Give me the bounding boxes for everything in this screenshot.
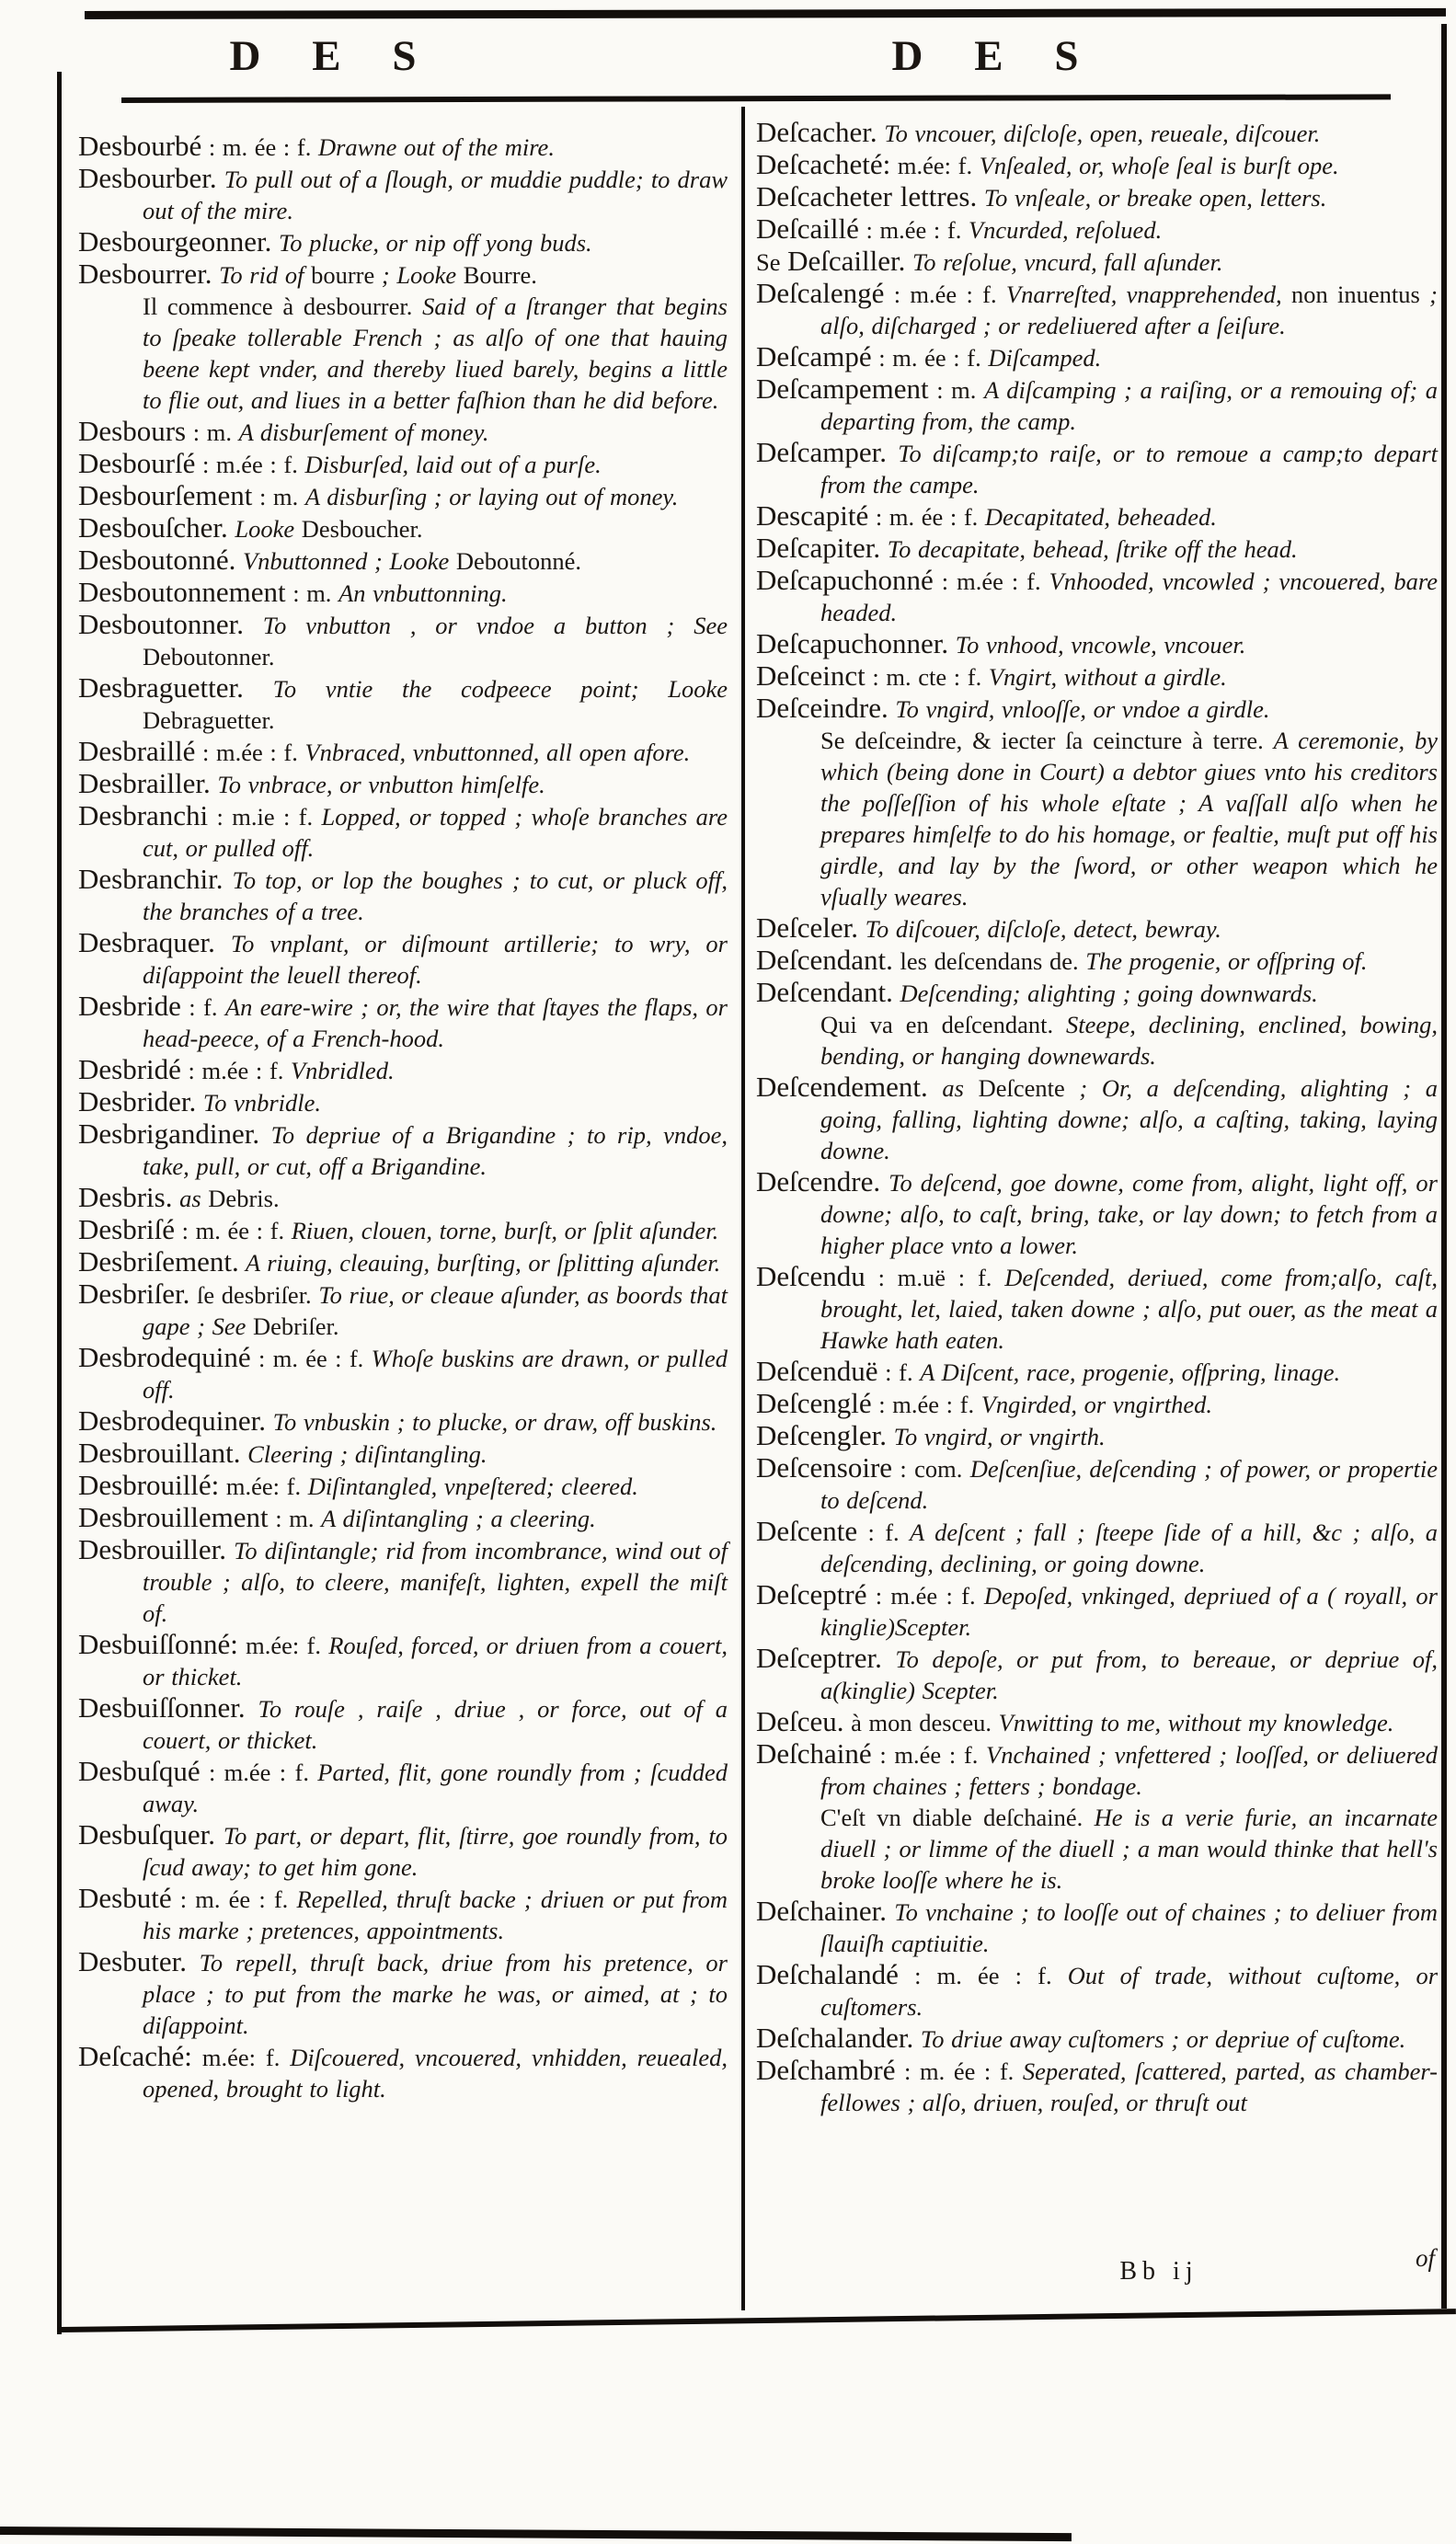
dictionary-entry bbox=[756, 1166, 1438, 1261]
entry-roman-text: à mon desceu. bbox=[843, 1709, 999, 1736]
dictionary-entry bbox=[78, 1819, 728, 1883]
entry-headword: Deſcendement. bbox=[756, 1071, 928, 1103]
entry-gloss: Cleering ; diſintangling. bbox=[240, 1440, 487, 1468]
entry-gloss: To vnbrace, or vnbutton himſelfe. bbox=[210, 771, 545, 798]
dictionary-entry bbox=[756, 181, 1438, 213]
entry-headword: Deſcendre. bbox=[756, 1165, 881, 1198]
entry-headword: Deſcacheté: bbox=[756, 148, 891, 180]
entry-gloss: To vngird, or vngirth. bbox=[887, 1423, 1106, 1450]
dictionary-entry bbox=[756, 912, 1438, 945]
dictionary-subentry bbox=[756, 1009, 1438, 1071]
entry-gloss: To vnbridle. bbox=[196, 1089, 322, 1117]
dictionary-entry bbox=[78, 1946, 728, 2041]
entry-gloss: The progenie, or ofſpring of. bbox=[1085, 947, 1368, 975]
entry-headword: Deſcensoire bbox=[756, 1451, 893, 1484]
entry-gloss: An vnbuttonning. bbox=[338, 579, 508, 607]
entry-roman-text: : m. ée : f. bbox=[868, 503, 985, 531]
dictionary-entry bbox=[756, 1579, 1438, 1643]
entry-gloss: Said of a ſtranger that begins to ſpeake tollerable French ; as alſo of one that hauing beene kept vnder, and thereby liued barely, begins a little to flie out, and liues in a better faſhion than he did before. bbox=[143, 292, 728, 414]
entry-roman-text: m.ée: f. bbox=[890, 152, 980, 179]
dictionary-entry bbox=[78, 448, 728, 480]
signature-mark: Bb ij bbox=[1119, 2257, 1198, 2286]
entry-roman-text: Il commence à desbourrer. bbox=[143, 292, 423, 320]
dictionary-entry bbox=[78, 480, 728, 512]
dictionary-entry bbox=[756, 1643, 1438, 1706]
dictionary-entry bbox=[756, 2023, 1438, 2055]
entry-gloss: To depoſe, or put from, to bereaue, or depriue of, a(kinglie) Scepter. bbox=[820, 1645, 1438, 1704]
entry-roman-text: Deboutonné. bbox=[455, 547, 582, 575]
dictionary-entry bbox=[78, 768, 728, 800]
entry-headword: Desbriſé bbox=[78, 1213, 176, 1245]
entry-roman-text: : f. bbox=[180, 993, 225, 1021]
entry-headword: Desboutonnement bbox=[78, 576, 286, 608]
entry-gloss: Out of trade, without cuſtome, or cuſtomers. bbox=[820, 1962, 1439, 2021]
entry-gloss: ; Looke bbox=[374, 261, 464, 289]
dictionary-entry bbox=[78, 864, 728, 927]
entry-gloss: Rouſed, forced, or driuen from a couert, or thicket. bbox=[143, 1632, 728, 1690]
entry-gloss: Disburſed, laid out of a purſe. bbox=[304, 451, 602, 478]
entry-headword: Deſcapuchonner. bbox=[756, 627, 949, 659]
dictionary-entry bbox=[756, 373, 1438, 437]
entry-gloss: To deſcend, goe downe, come from, alight, light off, or downe; alſo, to caſt, bring, take, or lay down; to fetch from a higher place vnto a lower. bbox=[820, 1169, 1438, 1259]
entry-headword: Desbourber. bbox=[78, 162, 217, 194]
entry-headword: Desbrodequiner. bbox=[78, 1404, 267, 1437]
dictionary-entry bbox=[756, 278, 1438, 341]
entry-gloss: Vnbraced, vnbuttonned, all open afore. bbox=[304, 739, 691, 766]
dictionary-entry bbox=[756, 565, 1438, 628]
entry-headword: Desbrouiller. bbox=[78, 1533, 226, 1565]
entry-headword: Desbrailler. bbox=[78, 767, 211, 799]
dictionary-entry bbox=[78, 991, 728, 1054]
entry-headword: Desbriſement. bbox=[78, 1245, 239, 1278]
entry-gloss: Vnwitting to me, without my knowledge. bbox=[998, 1709, 1394, 1736]
dictionary-entry bbox=[78, 131, 728, 163]
entry-headword: Desbuiſſonner. bbox=[78, 1691, 246, 1724]
dictionary-entry bbox=[78, 258, 728, 291]
entry-gloss: Vngirded, or vngirthed. bbox=[980, 1391, 1212, 1418]
dictionary-entry bbox=[78, 1692, 728, 1756]
right-border-line bbox=[1441, 24, 1447, 2309]
entry-roman-text: : m. cte : f. bbox=[865, 663, 989, 691]
entry-gloss: Diſcamped. bbox=[988, 344, 1102, 372]
entry-roman-text: m.ée: f. bbox=[237, 1632, 329, 1659]
entry-gloss: To vnbuskin ; to plucke, or draw, off buskins. bbox=[266, 1408, 717, 1436]
entry-gloss: To vnchaine ; to looſſe out of chaines ; to deliuer from ſlauiſh captiuitie. bbox=[820, 1898, 1438, 1957]
entry-headword: Deſcampement bbox=[756, 372, 929, 405]
entry-headword: Desbrouillé: bbox=[78, 1469, 220, 1501]
entry-gloss: Lopped, or topped ; whoſe branches are cut, or pulled off. bbox=[143, 803, 728, 862]
entry-gloss: Drawne out of the mire. bbox=[317, 133, 555, 161]
entry-headword: Deſcaché: bbox=[78, 2040, 192, 2072]
dictionary-entry bbox=[78, 800, 728, 864]
entry-roman-text: : m.ée : f. bbox=[884, 281, 1006, 308]
entry-headword: Desbuté bbox=[78, 1882, 172, 1914]
entry-headword: Desboutonné. bbox=[78, 544, 236, 576]
entry-gloss: Looke bbox=[227, 515, 302, 543]
entry-roman-text: : m. ée : f. bbox=[171, 1885, 297, 1913]
entry-headword: Desbrigandiner. bbox=[78, 1117, 260, 1150]
entry-roman-text: : m.uë : f. bbox=[865, 1264, 1005, 1291]
dictionary-entry bbox=[78, 163, 728, 226]
entry-roman-text: Debraguetter. bbox=[143, 706, 275, 734]
entry-gloss: To part, or depart, flit, ſtirre, goe roundly from, to ſcud away; to get him gone. bbox=[143, 1822, 728, 1881]
entry-gloss: To repell, thruſt back, driue from his pretence, or place ; to put from the marke he was, or aimed, at ; to diſappoint. bbox=[143, 1949, 728, 2039]
dictionary-entry bbox=[78, 1883, 728, 1946]
entry-roman-text: : m.ée : f. bbox=[871, 1741, 987, 1769]
entry-gloss: To plucke, or nip off yong buds. bbox=[271, 229, 592, 257]
entry-headword: Desbourrer. bbox=[78, 258, 212, 290]
entry-gloss: To vngird, vnlooſſe, or vndoe a girdle. bbox=[888, 695, 1270, 723]
entry-roman-text: Deboutonner. bbox=[143, 643, 275, 670]
entry-gloss: A diſcamping ; a raiſing, or a remouing of; a departing from, the camp. bbox=[820, 376, 1439, 435]
dictionary-entry bbox=[756, 533, 1438, 565]
entry-headword: Deſcapuchonné bbox=[756, 564, 934, 596]
entry-headword: Deſceptrer. bbox=[756, 1642, 882, 1674]
entry-headword: Desbrouillement bbox=[78, 1501, 269, 1533]
entry-gloss: To decapitate, behead, ſtrike off the head. bbox=[880, 535, 1298, 563]
entry-gloss: Seperated, ſcattered, parted, as chamber-fellowes ; alſo, driuen, rouſed, or thruſt out bbox=[820, 2057, 1439, 2116]
dictionary-entry bbox=[756, 246, 1438, 278]
entry-gloss: Vnarreſted, vnapprehended, bbox=[1005, 281, 1291, 308]
entry-headword: Desbranchi bbox=[78, 799, 209, 831]
entry-roman-text: : m. ée : f. bbox=[895, 2057, 1023, 2085]
column-left bbox=[78, 131, 728, 2104]
entry-roman-text: C'eſt vn diable deſchainé. bbox=[820, 1804, 1095, 1831]
entry-gloss: A riuing, cleauing, burſting, or ſplitting aſunder. bbox=[238, 1249, 721, 1277]
entry-gloss: Vnhooded, vncowled ; vncouered, bare headed. bbox=[820, 567, 1438, 626]
entry-gloss: To vncouer, diſcloſe, open, reueale, diſcouer. bbox=[877, 120, 1321, 147]
entry-roman-text: : m.ée : f. bbox=[195, 739, 305, 766]
entry-roman-text: Se deſceindre, & iecter ſa ceincture à terre. bbox=[820, 727, 1274, 754]
entry-gloss: A deſcent ; fall ; ſteepe ſide of a hill, &c ; alſo, a deſcending, declining, or going downe. bbox=[820, 1518, 1438, 1577]
entry-roman-text: : m. ée : f. bbox=[250, 1345, 372, 1372]
dictionary-entry bbox=[756, 341, 1438, 373]
dictionary-entry bbox=[78, 1086, 728, 1118]
entry-headword: Desbourbé bbox=[78, 130, 202, 162]
entry-roman-text: m.ée: f. bbox=[191, 2044, 291, 2071]
dictionary-entry bbox=[78, 736, 728, 768]
entry-headword: Deſcendant. bbox=[756, 944, 893, 976]
entry-gloss: Vncurded, reſolued. bbox=[968, 216, 1163, 244]
entry-headword: Deſceptré bbox=[756, 1578, 867, 1610]
entry-gloss: To reſolue, vncurd, fall aſunder. bbox=[905, 248, 1223, 276]
entry-gloss: ; Or, a deſcending, alighting ; a going, falling, lighting downe; alſo, a caſting, taking, laying downe. bbox=[820, 1074, 1438, 1164]
entry-gloss: Steepe, declining, enclined, bowing, bending, or hanging downewards. bbox=[820, 1011, 1439, 1070]
entry-roman-text: : m. bbox=[285, 579, 339, 607]
entry-roman-text: bourre bbox=[311, 261, 375, 289]
dictionary-entry bbox=[756, 2055, 1438, 2118]
entry-headword: Deſcapiter. bbox=[756, 532, 881, 564]
entry-gloss: Deſcenſiue, deſcending ; of power, or propertie to deſcend. bbox=[820, 1455, 1438, 1514]
header-rule bbox=[121, 94, 1391, 103]
entry-gloss: To vnbutton , or vndoe a button ; See bbox=[243, 612, 728, 639]
entry-headword: Desbrouillant. bbox=[78, 1437, 241, 1469]
entry-gloss: To diſcamp;to raiſe, or to remoue a camp;to depart from the campe. bbox=[820, 440, 1438, 498]
entry-gloss: To rouſe , raiſe , driue , or force, out of a couert, or thicket. bbox=[143, 1695, 728, 1754]
dictionary-entry bbox=[78, 1214, 728, 1246]
entry-gloss: An eare-wire ; or, the wire that ſtayes the flaps, or head-peece, of a French-hood. bbox=[143, 993, 728, 1052]
entry-roman-text: : m. ée : f. bbox=[871, 344, 989, 372]
dictionary-entry bbox=[78, 416, 728, 448]
dictionary-entry bbox=[78, 1534, 728, 1629]
entry-headword: Desbraguetter. bbox=[78, 671, 244, 704]
entry-gloss: Diſcouered, vncouered, vnhidden, reuealed, opened, brought to light. bbox=[143, 2044, 728, 2103]
entry-gloss: To diſcouer, diſcloſe, detect, bewray. bbox=[858, 915, 1221, 943]
entry-headword: Desbrider. bbox=[78, 1085, 197, 1117]
dictionary-entry bbox=[756, 1071, 1438, 1166]
dictionary-entry bbox=[78, 1054, 728, 1086]
entry-headword: Desbourſement bbox=[78, 479, 253, 511]
entry-headword: Deſcente bbox=[756, 1515, 858, 1547]
dictionary-entry bbox=[78, 512, 728, 544]
entry-headword: Deſcailler. bbox=[787, 245, 906, 277]
dictionary-entry bbox=[756, 1706, 1438, 1738]
entry-headword: Desbuſquer. bbox=[78, 1818, 215, 1851]
entry-headword: Desbris. bbox=[78, 1181, 173, 1213]
entry-gloss: A disburſing ; or laying out of money. bbox=[304, 483, 679, 510]
entry-headword: Deſcaillé bbox=[756, 212, 859, 245]
entry-headword: Deſceler. bbox=[756, 911, 859, 944]
dictionary-entry bbox=[78, 1246, 728, 1278]
dictionary-entry bbox=[756, 500, 1438, 533]
dictionary-entry bbox=[756, 1959, 1438, 2023]
entry-gloss: To depriue of a Brigandine ; to rip, vndoe, take, pull, or cut, off a Brigandine. bbox=[143, 1121, 728, 1180]
entry-roman-text: ſe desbriſer. bbox=[189, 1281, 319, 1309]
column-right bbox=[756, 117, 1438, 2118]
dictionary-entry bbox=[78, 1342, 728, 1405]
entry-gloss: Deſcended, deriued, come from;alſo, caſt, brought, let, laied, taken downe ; alſo, put ouer, as the meat a Hawke hath eaten. bbox=[820, 1264, 1438, 1354]
entry-gloss: Deſcending; alighting ; going downwards. bbox=[892, 980, 1318, 1007]
entry-gloss: To vnhood, vncowle, vncouer. bbox=[948, 631, 1246, 659]
dictionary-entry bbox=[756, 1452, 1438, 1516]
entry-roman-text: Bourre. bbox=[463, 261, 537, 289]
entry-headword: Deſcamper. bbox=[756, 436, 888, 468]
entry-headword: Desbridé bbox=[78, 1053, 181, 1085]
entry-gloss: Vnbuttonned ; Looke bbox=[235, 547, 456, 575]
entry-headword: Desbraquer. bbox=[78, 926, 215, 958]
entry-headword: Deſceinct bbox=[756, 659, 866, 692]
entry-roman-text: : m.ée : f. bbox=[858, 216, 969, 244]
dictionary-entry bbox=[756, 1261, 1438, 1356]
dictionary-entry bbox=[756, 1516, 1438, 1579]
entry-gloss: Repelled, thruſt backe ; driuen or put from his marke ; pretences, appointments. bbox=[143, 1885, 728, 1944]
dictionary-entry bbox=[78, 1182, 728, 1214]
entry-roman-text: : f. bbox=[857, 1518, 911, 1546]
entry-headword: Deſcendu bbox=[756, 1260, 866, 1292]
catchword: of bbox=[1415, 2244, 1435, 2272]
dictionary-entry bbox=[78, 1438, 728, 1470]
entry-headword: Desbuiſſonné: bbox=[78, 1628, 238, 1660]
entry-headword: Desbuter. bbox=[78, 1945, 187, 1977]
entry-headword: Deſchainer. bbox=[756, 1895, 888, 1927]
dictionary-entry bbox=[756, 1738, 1438, 1802]
entry-gloss: To diſintangle; rid from incombrance, wind out of trouble ; alſo, to cleere, manifeſt, lighten, expell the miſt of. bbox=[143, 1537, 728, 1627]
dictionary-entry bbox=[78, 609, 728, 672]
entry-headword: Desboutonner. bbox=[78, 608, 244, 640]
dictionary-entry bbox=[756, 149, 1438, 181]
entry-headword: Desbours bbox=[78, 415, 187, 447]
entry-roman-text: : m. bbox=[186, 418, 239, 446]
entry-roman-text: : m. ée : f. bbox=[175, 1217, 292, 1244]
dictionary-entry bbox=[756, 945, 1438, 977]
entry-roman-text: : m. bbox=[928, 376, 984, 404]
dictionary-entry bbox=[756, 1356, 1438, 1388]
entry-headword: Deſcenglé bbox=[756, 1387, 872, 1419]
dictionary-subentry bbox=[756, 1802, 1438, 1896]
entry-headword: Deſcenduë bbox=[756, 1355, 878, 1387]
entry-roman-text: : f. bbox=[877, 1358, 921, 1386]
entry-headword: Deſcendant. bbox=[756, 976, 893, 1008]
entry-headword: Desbuſqué bbox=[78, 1755, 201, 1787]
entry-headword: Deſchainé bbox=[756, 1737, 872, 1770]
entry-gloss: To pull out of a ſlough, or muddie puddle; to draw out of the mire. bbox=[143, 166, 728, 224]
dictionary-entry bbox=[78, 1118, 728, 1182]
running-title-right: D E S bbox=[891, 32, 1099, 80]
dictionary-entry bbox=[78, 1629, 728, 1692]
entry-roman-text: : m.ée : f. bbox=[933, 567, 1049, 595]
entry-roman-text: : com. bbox=[892, 1455, 970, 1483]
entry-gloss: Vnbridled. bbox=[290, 1057, 395, 1084]
entry-gloss: Vnchained ; vnfettered ; looſſed, or deliuered from chaines ; fetters ; bondage. bbox=[820, 1741, 1438, 1800]
dictionary-entry bbox=[78, 1502, 728, 1534]
left-border-line bbox=[57, 72, 62, 2334]
dictionary-entry bbox=[756, 1420, 1438, 1452]
entry-gloss: Riuen, clouen, torne, burſt, or ſplit aſunder. bbox=[291, 1217, 719, 1244]
entry-gloss: Depoſed, vnkinged, depriued of a ( royall, or kinglie)Scepter. bbox=[820, 1582, 1438, 1641]
entry-roman-text: : m.ée : f. bbox=[871, 1391, 981, 1418]
entry-gloss: He is a verie furie, an incarnate diuell ; or limme of the diuell ; a man would thinke that hell's broke looſſe where he is. bbox=[820, 1804, 1438, 1894]
dictionary-entry bbox=[78, 2041, 728, 2104]
entry-headword: Deſcengler. bbox=[756, 1419, 888, 1451]
entry-gloss: A Diſcent, race, progenie, ofſpring, linage. bbox=[920, 1358, 1341, 1386]
entry-headword: Descapité bbox=[756, 499, 869, 532]
entry-roman-text: : m.ée : f. bbox=[180, 1057, 291, 1084]
entry-gloss: ; alſo, diſcharged ; or redeliuered after a ſeiſure. bbox=[820, 281, 1438, 339]
entry-roman-text: m.ée: f. bbox=[219, 1473, 308, 1500]
entry-headword: Deſchalandé bbox=[756, 1958, 899, 1990]
entry-gloss: To riue, or cleaue aſunder, as boords that gape ; See bbox=[143, 1281, 728, 1340]
page-bottom-rule bbox=[0, 2527, 1072, 2541]
dictionary-entry bbox=[756, 1896, 1438, 1959]
dictionary-entry bbox=[756, 117, 1438, 149]
entry-roman-text: : m.ée : f. bbox=[195, 451, 305, 478]
entry-gloss: To rid of bbox=[212, 261, 312, 289]
entry-headword: Deſceindre. bbox=[756, 692, 889, 724]
dictionary-subentry bbox=[78, 291, 728, 416]
entry-gloss: Parted, flit, gone roundly from ; ſcudded away. bbox=[143, 1759, 728, 1817]
dictionary-subentry bbox=[756, 725, 1438, 912]
entry-gloss: A ceremonie, by which (being done in Court) a debtor giues vnto his creditors the poſſeſſion of his whole eſtate ; A vaſſall alſo when he prepares himſelfe to do his homage, or fealtie, muſt put off his girdle, and lay by the ſword, or other weapon which he vſually weares. bbox=[820, 727, 1438, 911]
entry-headword: Deſcacheter lettres. bbox=[756, 180, 978, 212]
entry-roman-text: non inuentus bbox=[1290, 281, 1420, 308]
entry-roman-text: : m.ée : f. bbox=[866, 1582, 984, 1610]
entry-gloss: To vntie the codpeece point; Looke bbox=[243, 675, 728, 703]
entry-gloss: To vnplant, or diſmount artillerie; to wry, or diſappoint the leuell thereof. bbox=[143, 930, 728, 989]
entry-headword: Desbrodequiné bbox=[78, 1341, 251, 1373]
dictionary-entry bbox=[78, 577, 728, 609]
entry-gloss: A disburſement of money. bbox=[238, 418, 489, 446]
dictionary-entry bbox=[78, 1405, 728, 1438]
dictionary-entry bbox=[756, 693, 1438, 725]
entry-headword: Desbride bbox=[78, 990, 181, 1022]
dictionary-entry bbox=[756, 213, 1438, 246]
entry-gloss: Whoſe buskins are drawn, or pulled off. bbox=[143, 1345, 728, 1404]
entry-headword: Desbraillé bbox=[78, 735, 196, 767]
entry-roman-text: : m. bbox=[252, 483, 305, 510]
dictionary-entry bbox=[78, 544, 728, 577]
entry-gloss: To driue away cuſtomers ; or depriue of cuſtome. bbox=[913, 2025, 1406, 2053]
entry-headword: Deſchalander. bbox=[756, 2022, 914, 2054]
entry-headword: Deſcampé bbox=[756, 340, 872, 372]
entry-gloss: as bbox=[927, 1074, 979, 1102]
entry-roman-text: Se bbox=[756, 248, 788, 276]
center-divider-line bbox=[741, 107, 745, 2310]
dictionary-entry bbox=[756, 977, 1438, 1009]
entry-roman-text: Debris. bbox=[208, 1185, 280, 1212]
entry-gloss: A diſintangling ; a cleering. bbox=[321, 1505, 596, 1532]
dictionary-entry bbox=[756, 660, 1438, 693]
dictionary-entry bbox=[78, 927, 728, 991]
dictionary-entry bbox=[756, 628, 1438, 660]
running-title-left: D E S bbox=[229, 32, 437, 80]
dictionary-entry bbox=[78, 1278, 728, 1342]
entry-gloss: To vnſeale, or breake open, letters. bbox=[977, 184, 1327, 212]
entry-gloss: Vngirt, without a girdle. bbox=[988, 663, 1227, 691]
entry-headword: Desbranchir. bbox=[78, 863, 224, 895]
entry-headword: Deſcacher. bbox=[756, 116, 877, 148]
dictionary-entry bbox=[756, 437, 1438, 500]
entry-roman-text: : m. bbox=[268, 1505, 322, 1532]
entry-gloss: Vnſealed, or, whoſe ſeal is burſt ope. bbox=[979, 152, 1339, 179]
entry-roman-text: Deſcente bbox=[978, 1074, 1065, 1102]
dictionary-entry bbox=[78, 226, 728, 258]
top-rule bbox=[85, 8, 1446, 19]
dictionary-entry bbox=[78, 672, 728, 736]
entry-roman-text: les deſcendans de. bbox=[892, 947, 1086, 975]
entry-roman-text: : m. ée : f. bbox=[201, 133, 318, 161]
entry-roman-text: Qui va en deſcendant. bbox=[820, 1011, 1067, 1038]
entry-roman-text: Desboucher. bbox=[301, 515, 423, 543]
entry-headword: Deſchambré bbox=[756, 2054, 896, 2086]
entry-gloss: To top, or lop the boughes ; to cut, or pluck off, the branches of a tree. bbox=[143, 866, 728, 925]
entry-roman-text: Debriſer. bbox=[253, 1312, 339, 1340]
entry-gloss: Diſintangled, vnpeſtered; cleered. bbox=[307, 1473, 638, 1500]
entry-headword: Desbourgeonner. bbox=[78, 225, 272, 258]
entry-headword: Deſcalengé bbox=[756, 277, 885, 309]
dictionary-entry bbox=[756, 1388, 1438, 1420]
entry-headword: Desbourſé bbox=[78, 447, 196, 479]
entry-headword: Deſceu. bbox=[756, 1705, 844, 1737]
entry-roman-text: : m.ie : f. bbox=[208, 803, 322, 831]
entry-headword: Desbriſer. bbox=[78, 1278, 190, 1310]
dictionary-entry bbox=[78, 1470, 728, 1502]
entry-roman-text: : m. ée : f. bbox=[898, 1962, 1068, 1989]
text-frame-bottom-rule bbox=[61, 2309, 1456, 2332]
entry-headword: Desbouſcher. bbox=[78, 511, 228, 544]
entry-roman-text: : m.ée : f. bbox=[200, 1759, 318, 1786]
entry-gloss: as bbox=[172, 1185, 209, 1212]
dictionary-entry bbox=[78, 1756, 728, 1819]
entry-gloss: Decapitated, beheaded. bbox=[984, 503, 1217, 531]
